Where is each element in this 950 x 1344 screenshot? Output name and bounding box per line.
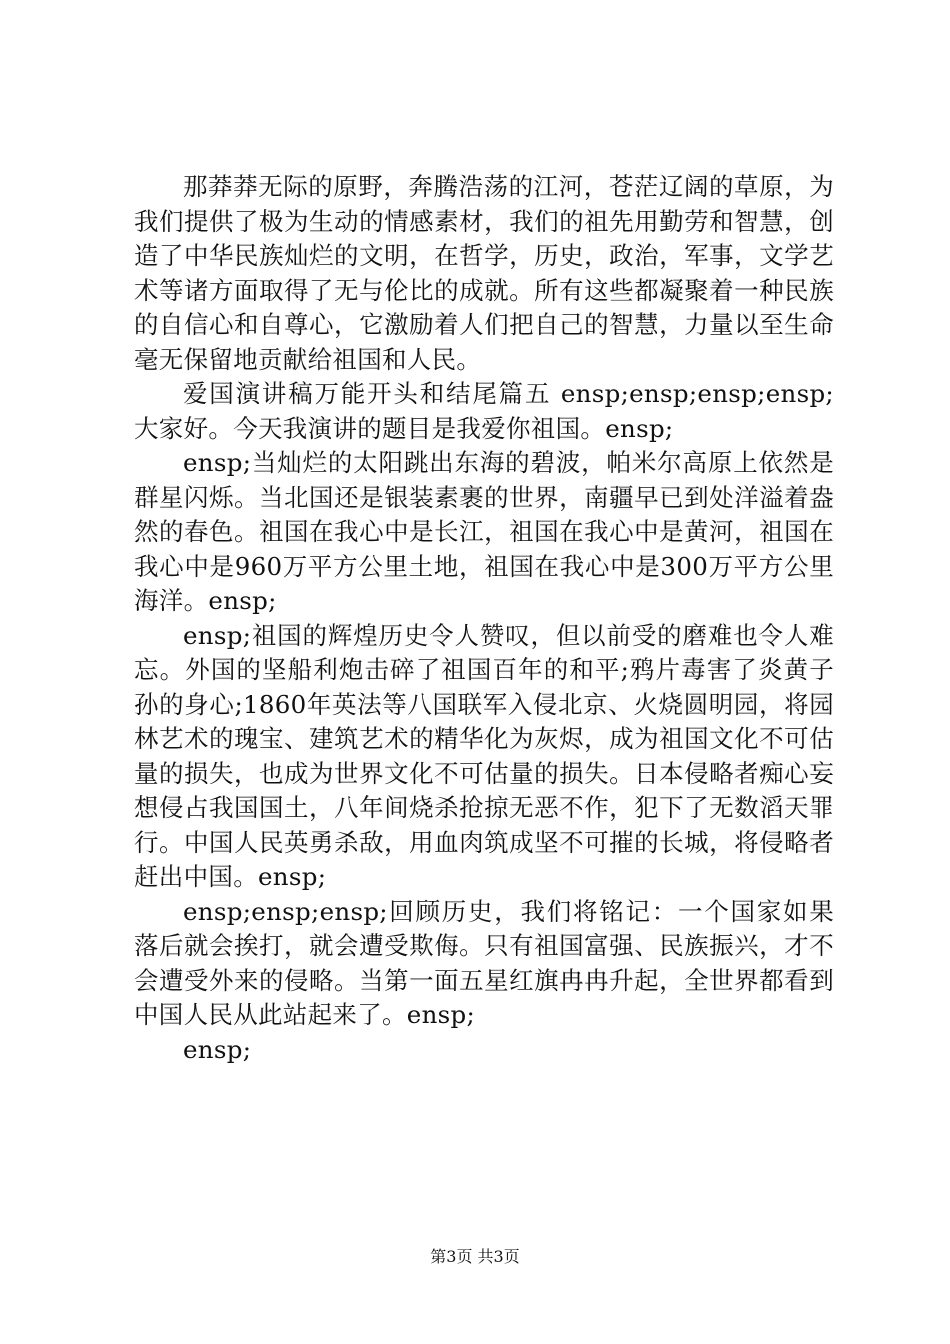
paragraph: ensp;祖国的辉煌历史令人赞叹，但以前受的磨难也令人难忘。外国的坚船利炮击碎了祖国百年的和平;鸦片毒害了炎黄子孙的身心;1860年英法等八国联军入侵北京、火烧圆明园，将园林艺术的瑰宝、建筑艺术的精华化为灰烬，成为祖国文化不可估量的损失，也成为世界文化不可估量的损失。日本侵略者痴心妄想侵占我国国土，八年间烧杀抢掠无恶不作，犯下了无数滔天罪行。中国人民英勇杀敌，用血肉筑成坚不可摧的长城，将侵略者赶出中国。ensp; (134, 620, 834, 891)
paragraph: 爱国演讲稿万能开头和结尾篇五 ensp;ensp;ensp;ensp;大家好。今天我演讲的题目是我爱你祖国。ensp; (134, 379, 834, 443)
paragraph: ensp; (183, 1034, 252, 1064)
paragraph: 那莽莽无际的原野，奔腾浩荡的江河，苍茫辽阔的草原，为我们提供了极为生动的情感素材，我们的祖先用勤劳和智慧，创造了中华民族灿烂的文明，在哲学，历史，政治，军事，文学艺术等诸方面取得了无与伦比的成就。所有这些都凝聚着一种民族的自信心和自尊心，它激励着人们把自己的智慧，力量以至生命毫无保留地贡献给祖国和人民。 (134, 172, 834, 374)
paragraph: ensp;当灿烂的太阳跳出东海的碧波，帕米尔高原上依然是群星闪烁。当北国还是银装素裹的世界，南疆早已到处洋溢着盎然的春色。祖国在我心中是长江，祖国在我心中是黄河，祖国在我心中是960万平方公里土地，祖国在我心中是300万平方公里海洋。ensp; (134, 448, 834, 615)
document-body (134, 170, 834, 1067)
paragraph: ensp;ensp;ensp;回顾历史，我们将铭记：一个国家如果落后就会挨打，就会遭受欺侮。只有祖国富强、民族振兴，才不会遭受外来的侵略。当第一面五星红旗冉冉升起，全世界都看到中国人民从此站起来了。ensp; (134, 896, 834, 1029)
page-number-footer: 第3页 共3页 (430, 1247, 520, 1266)
